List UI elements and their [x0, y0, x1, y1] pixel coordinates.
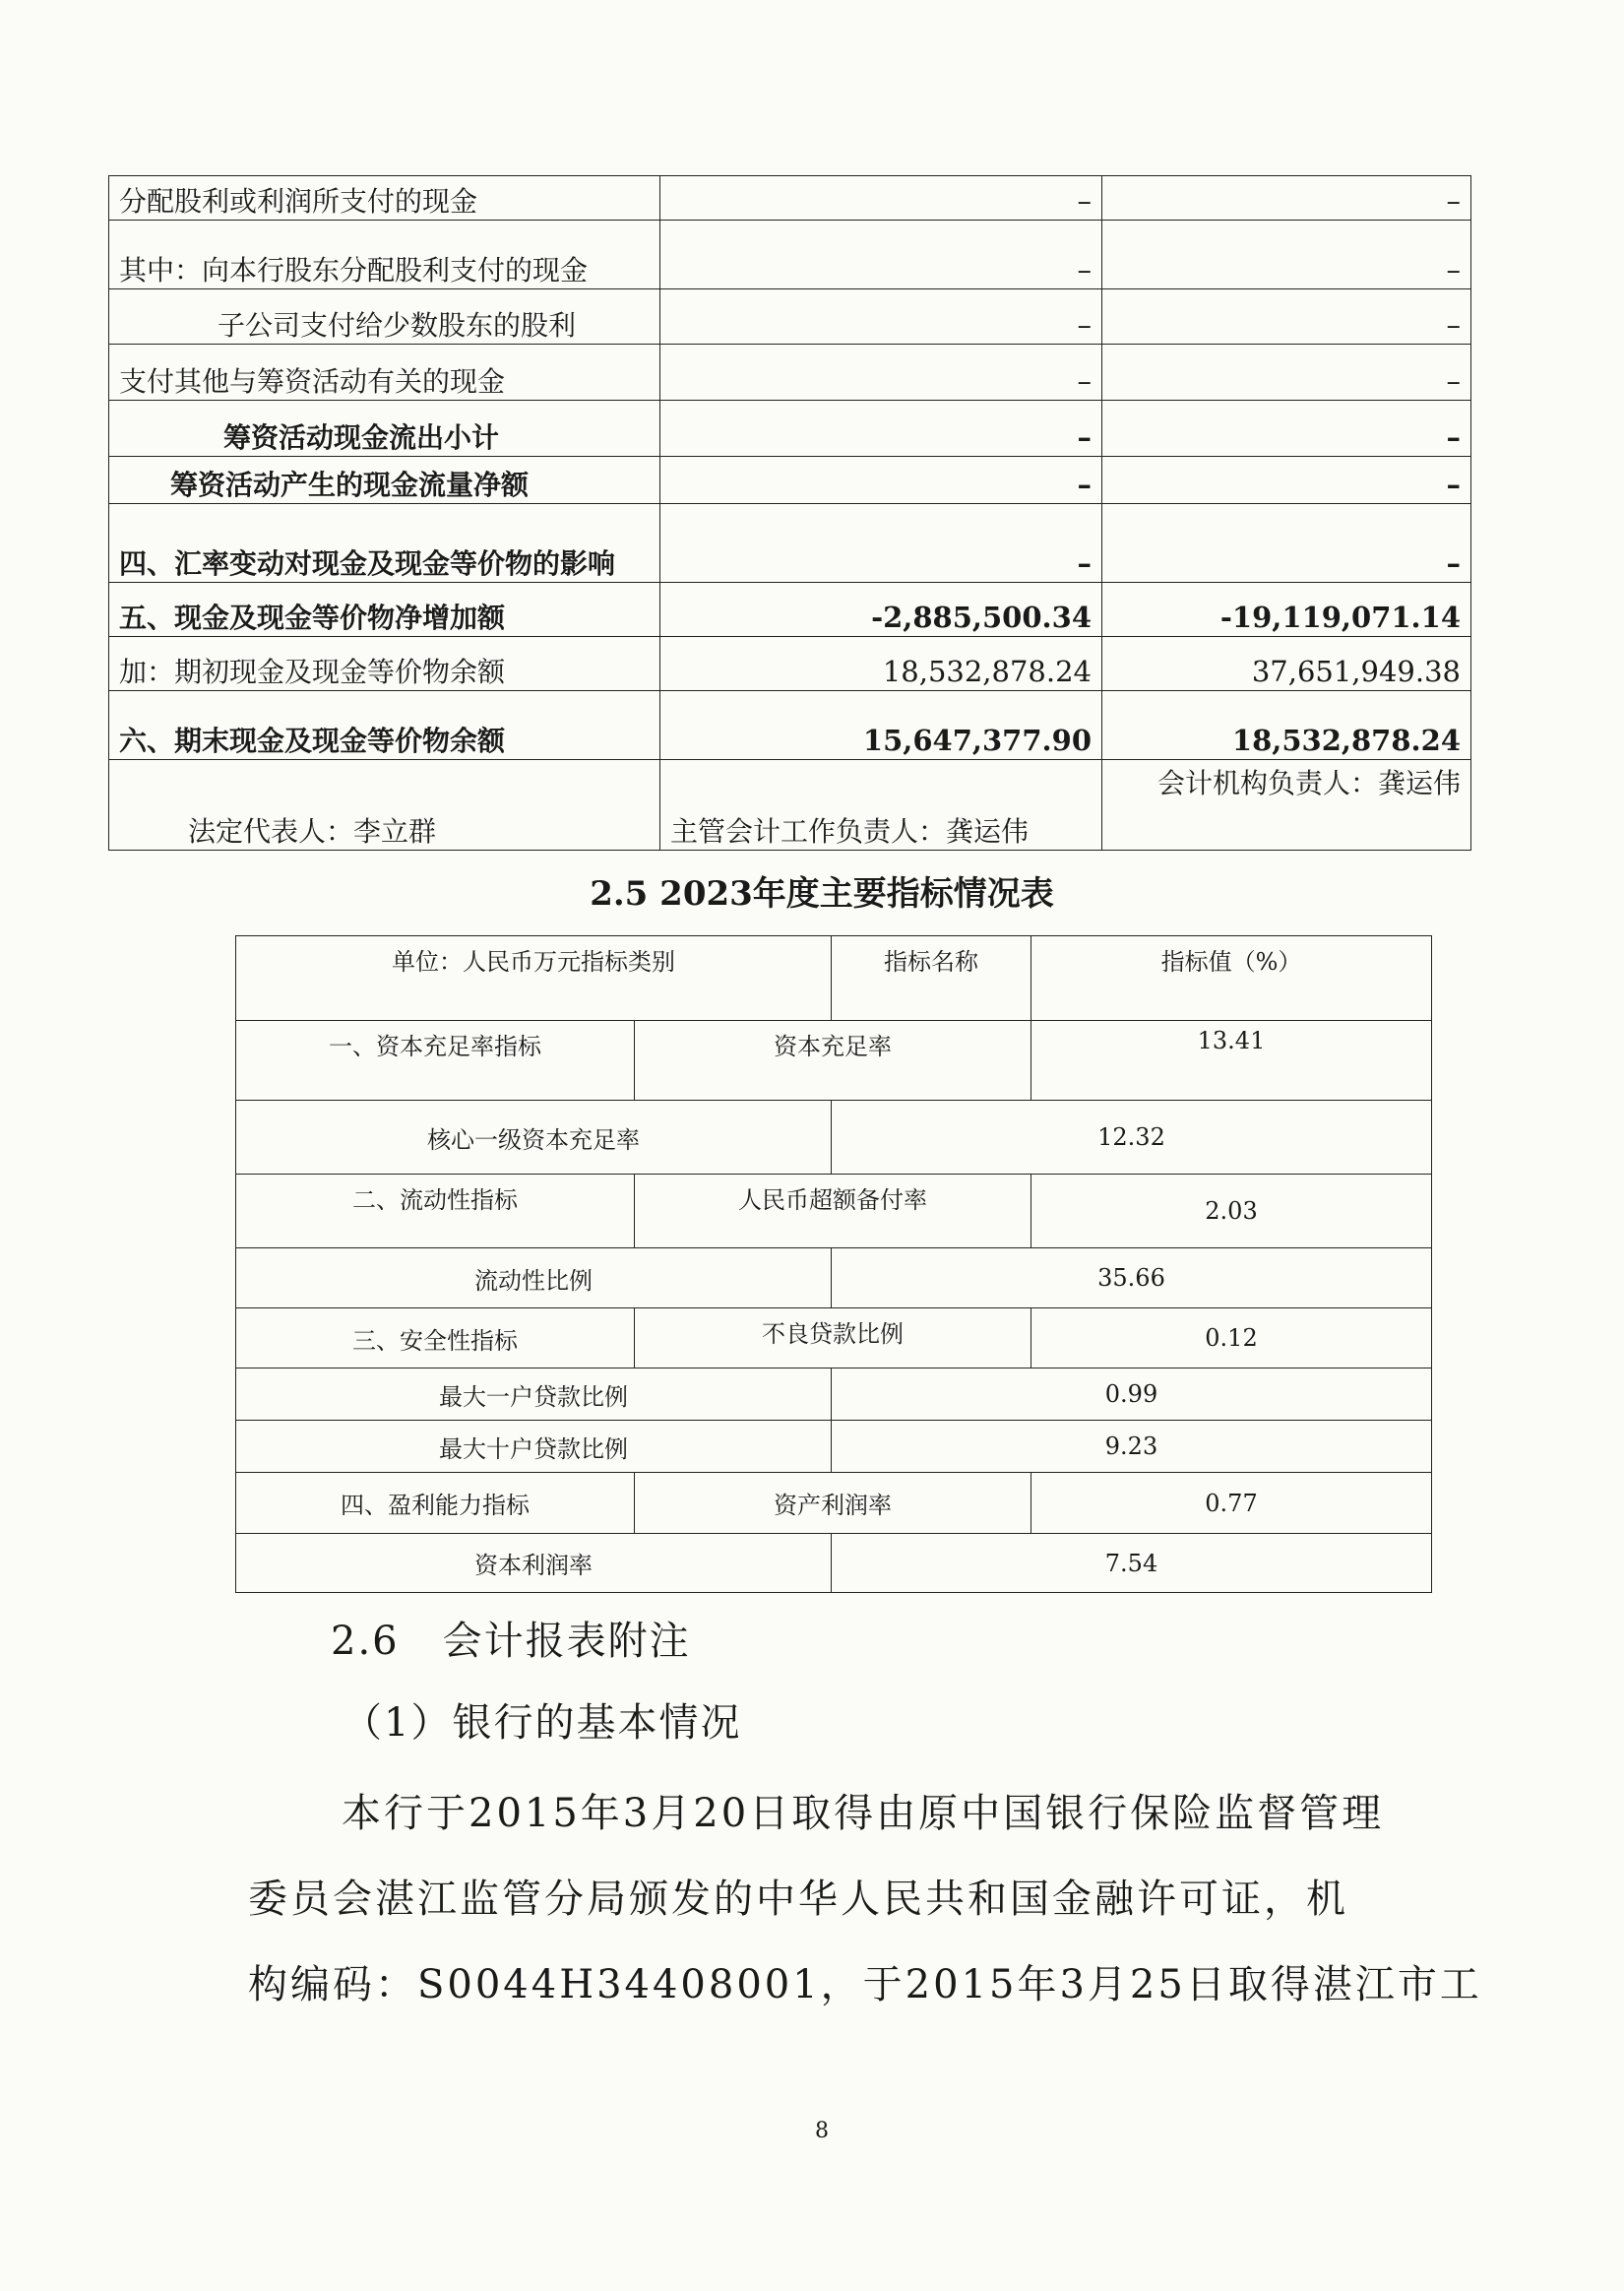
indicator-category: 四、盈利能力指标 — [236, 1473, 635, 1534]
table-row — [109, 691, 1471, 760]
indicator-value: 0.99 — [832, 1368, 1432, 1421]
current-value: 18,532,878.24 — [660, 637, 1102, 691]
indicator-value: 2.03 — [1031, 1175, 1432, 1248]
header-value: 指标值（%） — [1031, 936, 1432, 1021]
indicator-value: 9.23 — [832, 1421, 1432, 1473]
current-value: – — [660, 345, 1102, 401]
indicator-name: 核心一级资本充足率 — [236, 1101, 832, 1175]
table-row — [109, 583, 1471, 637]
table-row — [236, 1368, 1432, 1421]
paragraph-line: 委员会湛江监管分局颁发的中华人民共和国金融许可证，机 — [248, 1877, 1348, 1922]
header-name: 指标名称 — [832, 936, 1031, 1021]
indicator-name: 人民币超额备付率 — [635, 1175, 1031, 1248]
indicator-value: 13.41 — [1031, 1021, 1432, 1101]
indicator-name: 资本充足率 — [635, 1021, 1031, 1101]
table-row — [109, 345, 1471, 401]
table-row — [109, 289, 1471, 345]
table-row — [236, 1534, 1432, 1593]
table-row — [109, 457, 1471, 504]
prior-value: 18,532,878.24 — [1102, 691, 1471, 760]
indicators-title: 2.5 2023年度主要指标情况表 — [590, 874, 1054, 914]
table-row — [109, 637, 1471, 691]
prior-value: – — [1102, 221, 1471, 289]
notes-heading — [331, 1610, 691, 1666]
current-value: – — [660, 401, 1102, 457]
current-value: – — [660, 221, 1102, 289]
row-label: 其中：向本行股东分配股利支付的现金 — [109, 221, 660, 289]
notes-section-number: 2.6 — [331, 1619, 400, 1664]
page-number: 8 — [815, 2119, 829, 2143]
prior-value: -19,119,071.14 — [1102, 583, 1471, 637]
row-label: 四、汇率变动对现金及现金等价物的影响 — [109, 504, 660, 583]
accounting-supervisor: 主管会计工作负责人：龚运伟 — [660, 760, 1102, 851]
row-label: 筹资活动现金流出小计 — [109, 401, 660, 457]
indicator-name: 最大一户贷款比例 — [236, 1368, 832, 1421]
table-row — [236, 1248, 1432, 1308]
indicator-value: 7.54 — [832, 1534, 1432, 1593]
paragraph-line: 构编码：S0044H34408001，于2015年3月25日取得湛江市工 — [248, 1962, 1482, 2007]
current-value: – — [660, 176, 1102, 221]
prior-value: 37,651,949.38 — [1102, 637, 1471, 691]
table-row — [236, 1473, 1432, 1534]
table-row — [109, 504, 1471, 583]
table-header-row — [236, 936, 1432, 1021]
legal-representative: 法定代表人：李立群 — [109, 760, 660, 851]
row-label: 六、期末现金及现金等价物余额 — [109, 691, 660, 760]
table-row — [109, 401, 1471, 457]
row-label: 分配股利或利润所支付的现金 — [109, 176, 660, 221]
signature-row — [109, 760, 1471, 851]
indicator-value: 0.12 — [1031, 1308, 1432, 1368]
row-label: 五、现金及现金等价物净增加额 — [109, 583, 660, 637]
current-value: 15,647,377.90 — [660, 691, 1102, 760]
indicator-name: 资产利润率 — [635, 1473, 1031, 1534]
current-value: – — [660, 457, 1102, 504]
row-label: 支付其他与筹资活动有关的现金 — [109, 345, 660, 401]
prior-value: – — [1102, 289, 1471, 345]
indicator-name: 不良贷款比例 — [635, 1308, 1031, 1368]
row-label: 子公司支付给少数股东的股利 — [109, 289, 660, 345]
prior-value: – — [1102, 176, 1471, 221]
prior-value: – — [1102, 457, 1471, 504]
indicator-category: 二、流动性指标 — [236, 1175, 635, 1248]
current-value: – — [660, 289, 1102, 345]
paragraph-line: 本行于2015年3月20日取得由原中国银行保险监督管理 — [342, 1791, 1385, 1836]
table-row — [109, 221, 1471, 289]
indicator-value: 0.77 — [1031, 1473, 1432, 1534]
table-row — [236, 1308, 1432, 1368]
header-category: 单位：人民币万元指标类别 — [236, 936, 832, 1021]
prior-value: – — [1102, 401, 1471, 457]
table-row — [236, 1101, 1432, 1175]
indicator-name: 最大十户贷款比例 — [236, 1421, 832, 1473]
indicator-name: 资本利润率 — [236, 1534, 832, 1593]
indicator-category: 一、资本充足率指标 — [236, 1021, 635, 1101]
accounting-head: 会计机构负责人：龚运伟 — [1102, 760, 1471, 851]
prior-value: – — [1102, 504, 1471, 583]
current-value: – — [660, 504, 1102, 583]
cashflow-table — [108, 175, 1471, 851]
indicator-category: 三、安全性指标 — [236, 1308, 635, 1368]
indicator-value: 12.32 — [832, 1101, 1432, 1175]
notes-section-title: 会计报表附注 — [442, 1619, 691, 1664]
prior-value: – — [1102, 345, 1471, 401]
table-row — [236, 1021, 1432, 1101]
indicator-value: 35.66 — [832, 1248, 1432, 1308]
indicator-name: 流动性比例 — [236, 1248, 832, 1308]
table-row — [236, 1421, 1432, 1473]
row-label: 筹资活动产生的现金流量净额 — [109, 457, 660, 504]
current-value: -2,885,500.34 — [660, 583, 1102, 637]
notes-subsection: （1）银行的基本情况 — [343, 1700, 742, 1746]
table-row — [109, 176, 1471, 221]
table-row — [236, 1175, 1432, 1248]
indicators-table — [235, 935, 1432, 1593]
row-label: 加：期初现金及现金等价物余额 — [109, 637, 660, 691]
